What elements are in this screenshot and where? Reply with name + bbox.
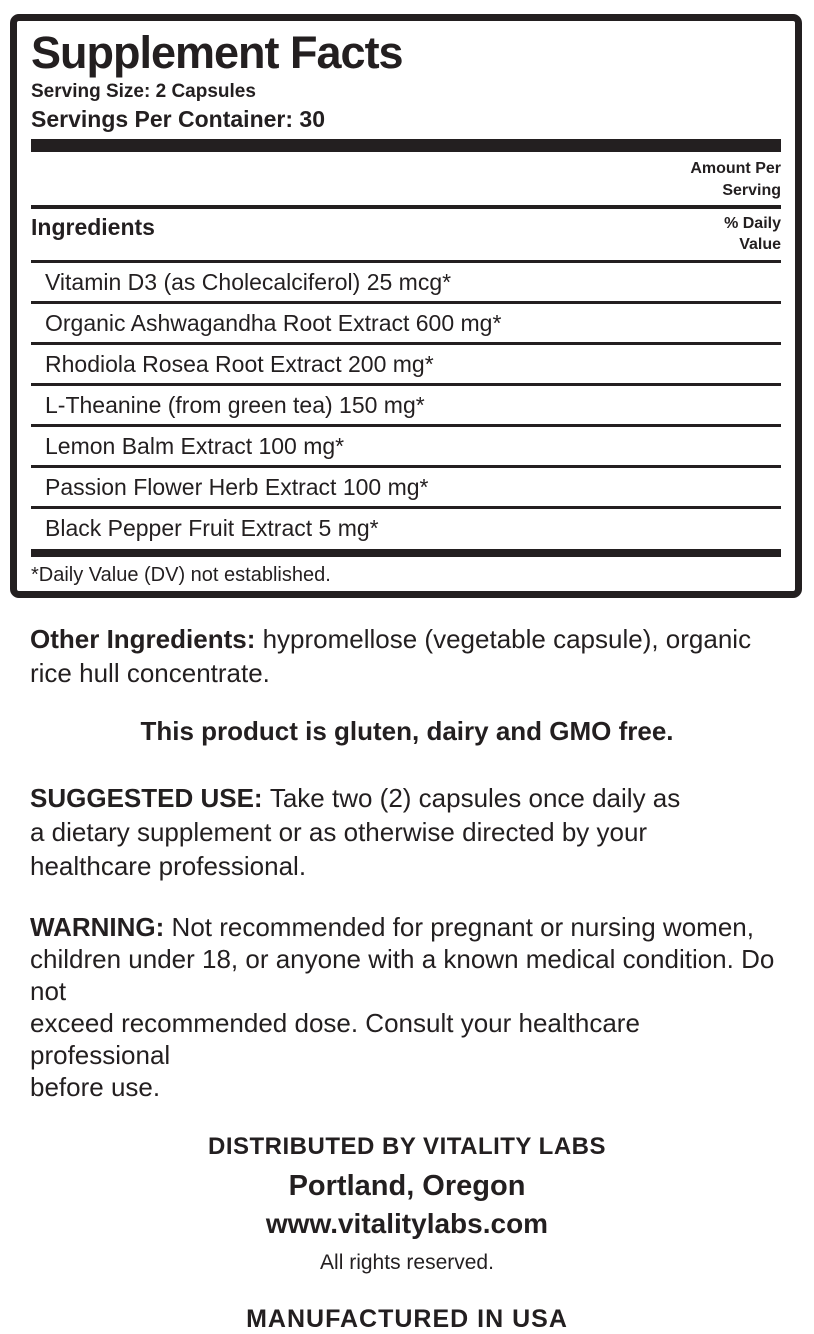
distributor-city: Portland, Oregon [288,1170,526,1202]
ingredient-row: Vitamin D3 (as Cholecalciferol) 25 mcg* [31,263,781,304]
warning-line: exceed recommended dose. Consult your healthcare professional [30,1008,640,1070]
daily-value-footnote: *Daily Value (DV) not established. [31,564,331,587]
suggested-line: SUGGESTED USE: Take two (2) capsules once daily as [30,783,681,813]
distributor-note: All rights reserved. [320,1251,494,1274]
warning-line: WARNING: Not recommended for pregnant or nursing women, [30,912,754,942]
servings-per-container: Servings Per Container: 30 [31,106,325,133]
other-ing-lead: Other Ingredients: [30,624,263,654]
ingredient-row: L-Theanine (from green tea) 150 mg* [31,386,781,427]
warning-line: before use. [30,1072,161,1102]
ingredient-row: Rhodiola Rosea Root Extract 200 mg* [31,345,781,386]
origin-statement: MANUFACTURED IN USA [246,1305,568,1333]
free-from-statement: This product is gluten, dairy and GMO free. [140,716,674,746]
amount-header-line1: Amount Per [690,160,781,178]
serving-size: Serving Size: 2 Capsules [31,81,256,103]
amount-header-line2: Serving [722,181,781,199]
suggested-line: healthcare professional. [30,851,307,881]
suggested-line: a dietary supplement or as otherwise directed by your [30,817,648,847]
warning-line: children under 18, or anyone with a known medical condition. Do not [30,944,775,1006]
ingredient-row: Passion Flower Herb Extract 100 mg* [31,468,781,509]
distributor-website: www.vitalitylabs.com [265,1208,549,1239]
divider-thick [31,139,781,152]
dv-header-line2: Value [739,236,781,254]
suggested-lead: SUGGESTED USE: [30,783,270,813]
other-ing-line: rice hull concentrate. [30,658,270,688]
ingredient-row: Black Pepper Fruit Extract 5 mg* [45,515,379,542]
table-header-row [31,209,781,260]
warning-lead: WARNING: [30,912,172,942]
divider-medium [31,549,781,557]
warning-paragraph [30,911,784,1103]
other-ing-line: Other Ingredients: hypromellose (vegetable capsule), organic [30,624,752,654]
ingredient-table [31,263,781,547]
ingredient-row: Lemon Balm Extract 100 mg* [31,427,781,468]
other-ingredients-paragraph [30,622,784,690]
ingredients-column-header: Ingredients [31,214,155,241]
distributor-block [30,1133,784,1275]
ingredient-row: Organic Ashwagandha Root Extract 600 mg* [31,304,781,345]
suggested-use-paragraph [30,781,784,883]
label-lower-text [0,598,814,1334]
dv-header-line1: % Daily [724,215,781,233]
facts-title: Supplement Facts [31,27,403,78]
daily-value-column-header [724,214,781,256]
amount-per-serving-header [31,158,781,201]
facts-panel [10,14,802,598]
distributor-name: DISTRIBUTED BY VITALITY LABS [207,1133,607,1160]
